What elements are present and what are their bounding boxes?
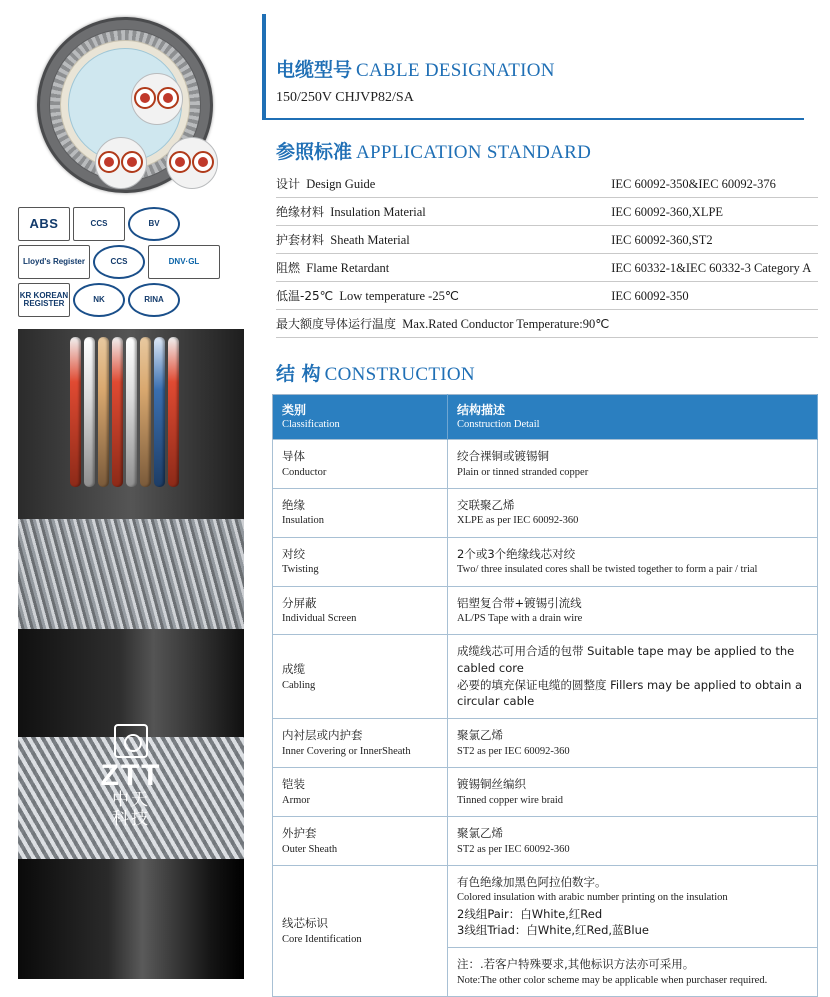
table-row	[276, 309, 818, 337]
application-standard-heading	[262, 120, 818, 164]
cross-section-core	[157, 87, 179, 109]
core-wire	[84, 337, 95, 487]
cert-rina-icon: RINA	[128, 283, 180, 317]
table-row	[273, 537, 818, 586]
cert-abs-icon: ABS	[18, 207, 70, 241]
photo-conductor-layer	[18, 329, 244, 529]
table-row	[273, 488, 818, 537]
construction-detail: 交联聚乙烯 XLPE as per IEC 60092-360	[448, 488, 818, 537]
construction-detail: 成缆线芯可用合适的包带 Suitable tape may be applied to the cabled core 必要的填充保证电缆的圆整度 Fillers may be applied to obtain a circular cable	[448, 635, 818, 719]
core-wire	[98, 337, 109, 487]
construction-heading-en: CONSTRUCTION	[324, 363, 475, 385]
cert-lloyds-register-icon: Lloyd's Register	[18, 245, 90, 279]
table-header-row	[273, 394, 818, 439]
construction-classification: 对绞 Twisting	[273, 537, 448, 586]
standard-key: 护套材料 Sheath Material	[276, 225, 611, 253]
standard-key: 设计 Design Guide	[276, 170, 611, 198]
construction-classification: 内衬层或内护套 Inner Covering or InnerSheath	[273, 719, 448, 768]
ztt-brand-name-en: ZTT	[100, 759, 162, 792]
table-row	[273, 586, 818, 635]
core-wire	[140, 337, 151, 487]
ztt-mark-icon	[114, 724, 148, 758]
construction-classification: 导体 Conductor	[273, 439, 448, 488]
cross-section-pair	[166, 137, 218, 189]
ztt-brand-name-cn: 中天 科技	[112, 789, 150, 830]
right-column	[262, 14, 818, 997]
construction-classification: 外护套 Outer Sheath	[273, 816, 448, 865]
construction-detail: 聚氯乙烯 ST2 as per IEC 60092-360	[448, 816, 818, 865]
construction-classification: 铠装 Armor	[273, 768, 448, 817]
cert-nk-classnk-icon: NK	[73, 283, 125, 317]
construction-note: 注：.若客户特殊要求,其他标识方法亦可采用。 Note:The other color scheme may be applicable when purchaser required.	[448, 948, 818, 997]
construction-classification: 成缆 Cabling	[273, 635, 448, 719]
cable-cross-section-illustration	[21, 12, 241, 197]
left-column	[12, 12, 250, 979]
construction-heading	[262, 338, 818, 386]
cable-designation-heading-cn: 电缆型号	[276, 59, 353, 81]
photo-individual-screen-layer	[18, 519, 244, 639]
cross-section-pair	[95, 137, 147, 189]
cert-ccs-round-icon: CCS	[93, 245, 145, 279]
construction-detail: 2个或3个绝缘线芯对绞 Two/ three insulated cores shall be twisted together to form a pair / trial	[448, 537, 818, 586]
standard-key: 绝缘材料 Insulation Material	[276, 197, 611, 225]
cross-section-core	[98, 151, 120, 173]
core-wire	[154, 337, 165, 487]
standard-value	[611, 309, 818, 337]
accent-bar	[262, 14, 266, 118]
construction-detail: 有色绝缘加黑色阿拉伯数字。 Colored insulation with arabic number printing on the insulation 2线组Pair：白White,红Red 3线组Triad：白White,红Red,蓝Blue	[448, 865, 818, 947]
standard-value: IEC 60092-360,ST2	[611, 225, 818, 253]
standard-value: IEC 60332-1&IEC 60332-3 Category A	[611, 253, 818, 281]
table-row	[276, 253, 818, 281]
table-row	[276, 197, 818, 225]
cross-section-filler	[68, 48, 182, 162]
cross-section-core	[169, 151, 191, 173]
construction-detail: 绞合裸铜或镀锡铜 Plain or tinned stranded copper	[448, 439, 818, 488]
cable-cutaway-photo	[18, 329, 244, 979]
cert-ccs-icon: CCS	[73, 207, 125, 241]
table-row	[273, 768, 818, 817]
construction-detail: 聚氯乙烯 ST2 as per IEC 60092-360	[448, 719, 818, 768]
construction-classification: 线芯标识 Core Identification	[273, 865, 448, 996]
standard-value: IEC 60092-360,XLPE	[611, 197, 818, 225]
construction-detail: 铝塑复合带+镀锡引流线 AL/PS Tape with a drain wire	[448, 586, 818, 635]
application-standard-heading-cn: 参照标准	[276, 140, 353, 163]
cert-dnv-gl-icon: DNV·GL	[148, 245, 220, 279]
table-row	[273, 439, 818, 488]
construction-table	[272, 394, 818, 997]
cross-section-pair	[131, 73, 183, 125]
cable-designation-heading	[262, 14, 818, 82]
table-row	[273, 865, 818, 947]
application-standard-heading-en: APPLICATION STANDARD	[356, 141, 592, 163]
table-row	[276, 281, 818, 309]
photo-outer-sheath-layer	[18, 859, 244, 979]
cert-kr-korean-register-icon: KR KOREAN REGISTER	[18, 283, 70, 317]
cable-designation-heading-en: CABLE DESIGNATION	[356, 60, 555, 81]
construction-detail: 镀锡铜丝编织 Tinned copper wire braid	[448, 768, 818, 817]
construction-classification: 分屏蔽 Individual Screen	[273, 586, 448, 635]
standard-value: IEC 60092-350&IEC 60092-376	[611, 170, 818, 198]
construction-classification: 绝缘 Insulation	[273, 488, 448, 537]
cross-section-core	[192, 151, 214, 173]
table-row	[273, 816, 818, 865]
cert-bv-icon: BV	[128, 207, 180, 241]
construction-header-classification: 类别 Classification	[273, 394, 448, 439]
core-wire	[112, 337, 123, 487]
core-wire	[126, 337, 137, 487]
cross-section-outer-sheath	[37, 17, 213, 193]
construction-header-detail: 结构描述 Construction Detail	[448, 394, 818, 439]
insulated-core-bundle	[70, 337, 192, 487]
application-standard-table	[276, 170, 818, 338]
certification-logo-group	[18, 207, 244, 317]
standard-value: IEC 60092-350	[611, 281, 818, 309]
cross-section-core	[134, 87, 156, 109]
core-wire	[70, 337, 81, 487]
cable-designation-value: 150/250V CHJVP82/SA	[262, 84, 804, 120]
standard-key: 阻燃 Flame Retardant	[276, 253, 611, 281]
construction-heading-cn: 结 构	[276, 362, 321, 385]
standard-key: 低温-25℃ Low temperature -25℃	[276, 281, 611, 309]
core-wire	[168, 337, 179, 487]
table-row	[273, 635, 818, 719]
cross-section-core	[121, 151, 143, 173]
table-row	[273, 719, 818, 768]
table-row	[276, 225, 818, 253]
ztt-brand-logo	[85, 724, 177, 830]
standard-key: 最大额度导体运行温度 Max.Rated Conductor Temperature:90℃	[276, 309, 611, 337]
table-row	[276, 170, 818, 198]
